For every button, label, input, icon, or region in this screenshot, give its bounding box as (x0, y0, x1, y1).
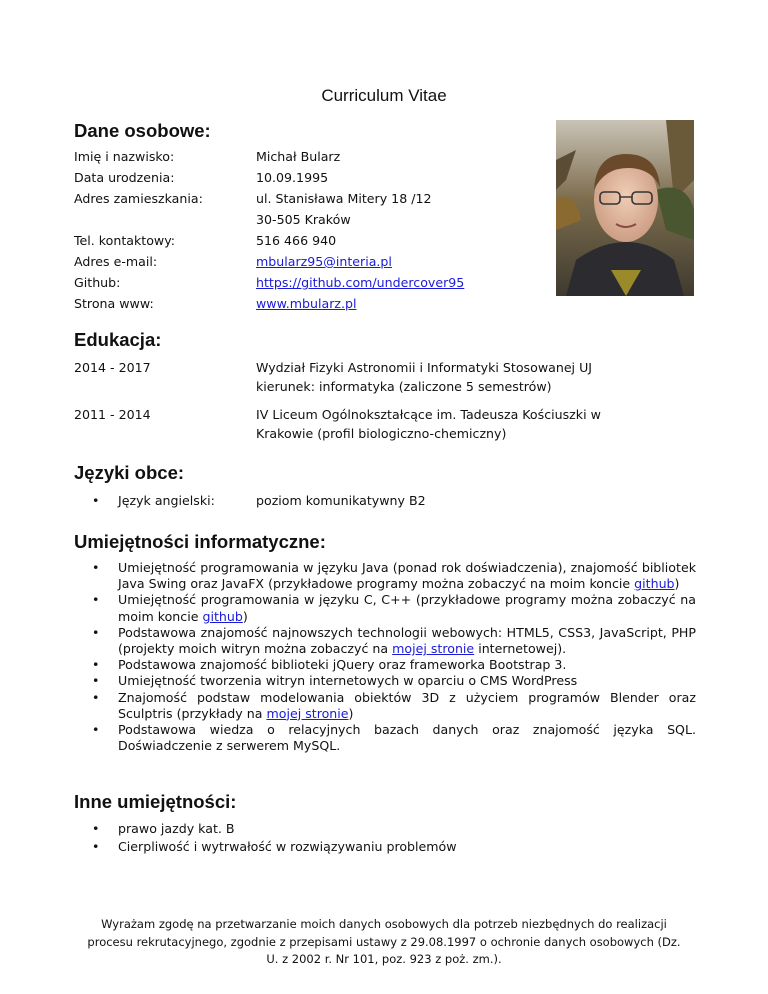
list-item: • Cierpliwość i wytrwałość w rozwiązywaniu problemów (92, 838, 652, 856)
other-skills-list (92, 820, 652, 856)
list-item: • Podstawowa wiedza o relacyjnych bazach danych oraz znajomość języka SQL. Doświadczenie z serwerem MySQL. (92, 722, 696, 754)
label-address: Adres zamieszkania: (74, 191, 203, 206)
website-link[interactable]: mojej stronie (266, 705, 349, 721)
label-name: Imię i nazwisko: (74, 149, 175, 164)
list-item: • Podstawowa znajomość najnowszych technologii webowych: HTML5, CSS3, JavaScript, PHP (projekty moich witryn można zobaczyć na mojej stronie internetowej). (92, 625, 696, 657)
section-heading-other-skills: Inne umiejętności: (74, 791, 237, 812)
value-birthdate: 10.09.1995 (256, 170, 329, 185)
language-name: Język angielski: (118, 493, 215, 508)
label-website: Strona www: (74, 296, 154, 311)
email-link[interactable]: mbularz95@interia.pl (256, 254, 392, 269)
label-birthdate: Data urodzenia: (74, 170, 175, 185)
website-link[interactable]: mojej stronie (392, 641, 475, 657)
education-years-1: 2014 - 2017 (74, 360, 151, 375)
list-item: • Podstawowa znajomość biblioteki jQuery oraz frameworka Bootstrap 3. (92, 657, 696, 673)
list-item: • Znajomość podstaw modelowania obiektów 3D z użyciem programów Blender oraz Sculptris (przykłady na mojej stronie) (92, 690, 696, 722)
list-item: • Umiejętność programowania w języku Java (ponad rok doświadczenia), znajomość bibliotek Java Swing oraz JavaFX (przykładowe programy można zobaczyć na moim koncie github) (92, 560, 696, 592)
document-title: Curriculum Vitae (321, 86, 447, 105)
list-item: • Umiejętność programowania w języku C, C++ (przykładowe programy można zobaczyć na moim koncie github) (92, 592, 696, 624)
bullet: • (92, 493, 100, 508)
value-address-city: 30-505 Kraków (256, 212, 351, 227)
education-school-2-line1: IV Liceum Ogólnokształcące im. Tadeusza Kościuszki w (256, 407, 601, 422)
section-heading-personal: Dane osobowe: (74, 120, 211, 141)
language-level: poziom komunikatywny B2 (256, 493, 426, 508)
label-github: Github: (74, 275, 121, 290)
github-link[interactable]: github (634, 576, 675, 592)
label-phone: Tel. kontaktowy: (74, 233, 176, 248)
label-email: Adres e-mail: (74, 254, 158, 269)
list-item: • Umiejętność tworzenia witryn internetowych w oparciu o CMS WordPress (92, 673, 696, 689)
profile-photo (556, 120, 694, 296)
consent-clause: Wyrażam zgodę na przetwarzanie moich danych osobowych dla potrzeb niezbędnych do realizacji procesu rekrutacyjnego, zgodnie z przepisami ustawy z 29.08.1997 o ochronie danych osobowych (Dz. U. z 2002 r. Nr 101, poz. 923 z poż. zm.). (87, 917, 681, 966)
education-school-1-line2: kierunek: informatyka (zaliczone 5 semestrów) (256, 379, 552, 394)
section-heading-languages: Języki obce: (74, 462, 185, 483)
value-name: Michał Bularz (256, 149, 341, 164)
it-skills-list (92, 560, 696, 754)
website-link[interactable]: www.mbularz.pl (256, 296, 357, 311)
github-link[interactable]: https://github.com/undercover95 (256, 275, 465, 290)
value-phone: 516 466 940 (256, 233, 337, 248)
list-item: • prawo jazdy kat. B (92, 820, 652, 838)
education-school-1-line1: Wydział Fizyki Astronomii i Informatyki Stosowanej UJ (256, 360, 592, 375)
education-years-2: 2011 - 2014 (74, 407, 151, 422)
section-heading-education: Edukacja: (74, 329, 162, 350)
value-address-street: ul. Stanisława Mitery 18 /12 (256, 191, 432, 206)
section-heading-it-skills: Umiejętności informatyczne: (74, 531, 326, 552)
education-school-2-line2: Krakowie (profil biologiczno-chemiczny) (256, 426, 507, 441)
github-link[interactable]: github (202, 608, 243, 624)
